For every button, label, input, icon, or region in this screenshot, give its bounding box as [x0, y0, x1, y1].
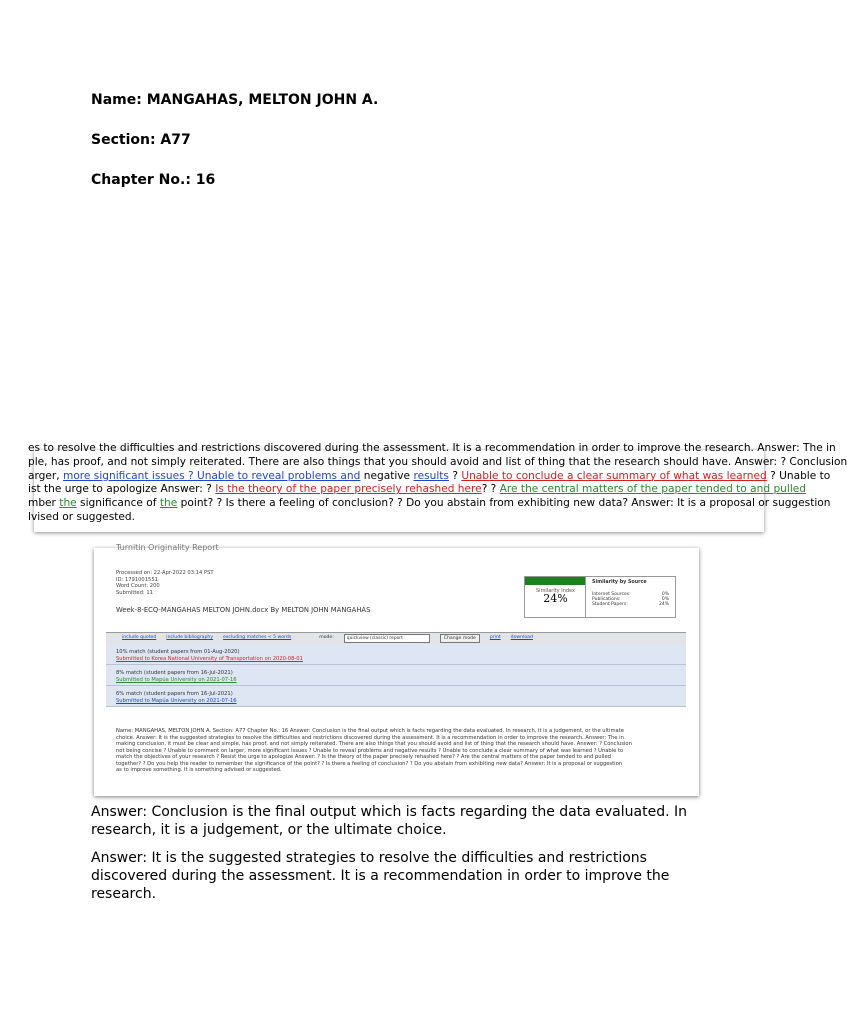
- chapter-number: Chapter No.: 16: [91, 172, 216, 188]
- match-highlight: the: [59, 497, 77, 510]
- match-highlight: more significant issues ? Unable to reveal problems and: [63, 469, 361, 482]
- match-source-link[interactable]: Submitted to Korea National University of Transportation on 2020-08-01: [116, 655, 303, 662]
- strip-line-1: es to resolve the difficulties and restrictions discovered during the assessment. It is a recommendation in order to improve the research. Answer: The in: [28, 442, 836, 454]
- strip-line-5: mber the significance of the point? ? Is there a feeling of conclusion? ? Do you abstain from exhibiting new data? Answer: It is a proposal or suggestion: [28, 497, 831, 510]
- match-highlight: the: [159, 497, 178, 510]
- match-source-link[interactable]: Submitted to Mapúa University on 2021-07-16: [116, 676, 237, 683]
- submitted-text: Name: MANGAHAS, MELTON JOHN A. Section: A77 Chapter No.: 16 Answer: Conclusion is the final output which is facts regarding the data evaluated. In research, it is a judgement, or the ultimate choice. Answer: It is the suggested strategies to resolve the difficulties and restrictions discovered during the assessment. It is a recommendation in order to improve the research. Answer: The in making conclusion, it must be clear and simple, has proof, and not simply reiterated. There are also things that you should avoid and list of thing that the research should have. Answer: ? Conclusion not being concise ? Unable to comment on larger, more significant issues ? Unable to reveal problems and negative results ? Unable to conclude a clear summary of what was learned ? Unable to match the objectives of your research ? Resist the urge to apologize Answer: ? Is the theory of the paper precisely rehashed here? ? Are the central matters of the paper tended to and pulled together? ? Do you help the reader to remember the significance of the point? ? Is there a feeling of conclusion? ? Do you abstain from exhibiting new data? Answer: It is a proposal or suggestion as to improve something. It is something advised or suggested.: [116, 728, 632, 773]
- student-name: Name: MANGAHAS, MELTON JOHN A.: [91, 92, 379, 108]
- include-quoted-link[interactable]: include quoted: [122, 635, 157, 641]
- strip-line-3: arger, more significant issues ? Unable to reveal problems and negative results ? Unable to conclude a clear summary of what was learned ? Unable to: [28, 469, 831, 482]
- mode-label: mode:: [319, 635, 334, 641]
- match-highlight: Unable to conclude a clear summary of what was learned: [461, 469, 767, 482]
- answer-conclusion: Answer: Conclusion is the final output which is facts regarding the data evaluated. In research, it is a judgement, or the ultimate choice.: [91, 804, 687, 838]
- report-meta: Processed on: 22-Apr-2022 03:14 PST ID: 1791001551 Word Count: 200 Submitted: 11: [116, 570, 214, 596]
- turnitin-report-screenshot: [94, 543, 699, 796]
- match-source-link[interactable]: Submitted to Mapúa University on 2021-07-16: [116, 697, 237, 704]
- match-highlight: results: [413, 469, 449, 482]
- cropped-text-screenshot: [28, 442, 847, 532]
- download-link[interactable]: download: [510, 635, 533, 641]
- similarity-percent: 24%: [543, 591, 568, 605]
- mode-select[interactable]: quickview (classic) report: [344, 634, 430, 643]
- match-highlight: Is the theory of the paper precisely rehashed here: [215, 483, 482, 496]
- print-link[interactable]: print: [489, 635, 501, 641]
- report-title: Turnitin Originality Report: [116, 543, 219, 552]
- similarity-bar: [525, 577, 586, 585]
- strip-line-2: ple, has proof, and not simply reiterated. There are also things that you should avoid and list of thing that the research should have. Answer: ? Conclusion: [28, 455, 847, 468]
- match-list: [106, 644, 686, 707]
- match-highlight: Are the central matters of the paper tended to and pulled: [499, 483, 807, 496]
- student-section: Section: A77: [91, 132, 191, 148]
- change-mode-button[interactable]: Change mode: [440, 634, 480, 643]
- document-title: Week-8-ECQ-MANGAHAS MELTON JOHN.docx By MELTON JOHN MANGAHAS: [116, 606, 371, 614]
- excluding-matches-link[interactable]: excluding matches < 5 words: [223, 635, 292, 641]
- strip-line-6: lvised or suggested.: [28, 510, 135, 523]
- list-item: 8% match (student papers from 16-Jul-2021) Submitted to Mapúa University on 2021-07-16: [106, 665, 686, 686]
- list-item: 6% match (student papers from 16-Jul-2021) Submitted to Mapúa University on 2021-07-16: [106, 686, 686, 707]
- report-toolbar: [106, 632, 686, 644]
- strip-line-4: ist the urge to apologize Answer: ? Is the theory of the paper precisely rehashed here? ? Are the central matters of the paper tended to and pulled: [28, 483, 807, 496]
- answer-recommendation: Answer: It is the suggested strategies to resolve the difficulties and restrictions discovered during the assessment. It is a recommendation in order to improve the research.: [91, 850, 670, 902]
- list-item: 10% match (student papers from 01-Aug-2020) Submitted to Korea National University of Transportation on 2020-08-01: [106, 644, 686, 665]
- include-bibliography-link[interactable]: include bibliography: [166, 635, 214, 641]
- similarity-index-box: Similarity Index 24%: [524, 576, 587, 618]
- similarity-by-source: Similarity by Source Internet Sources: 0% Publications: 0% Student Papers: 24%: [585, 576, 676, 618]
